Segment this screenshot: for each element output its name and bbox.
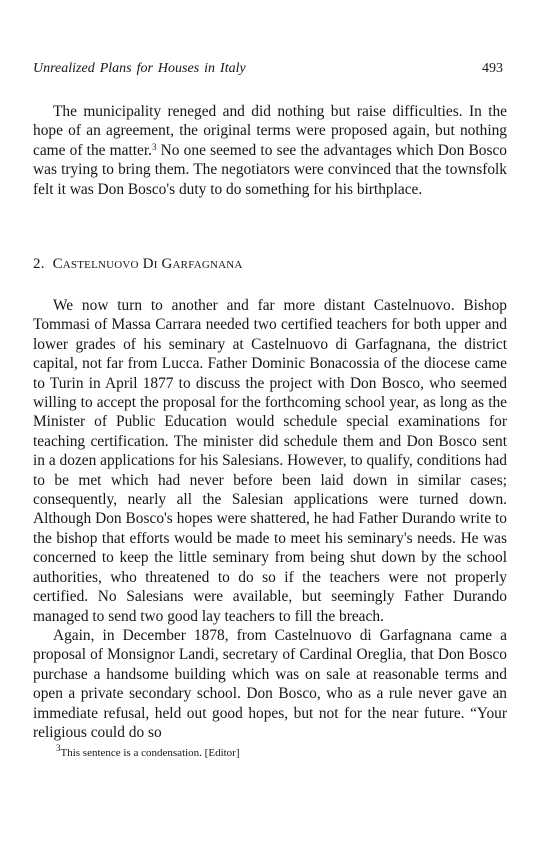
body-continuation — [33, 296, 507, 742]
section-heading — [33, 255, 243, 274]
running-title: Unrealized Plans for Houses in Italy — [33, 61, 246, 76]
paragraph-municipality — [33, 102, 507, 199]
book-page — [33, 0, 507, 866]
footnote-text: This sentence is a condensation. [Editor] — [60, 747, 240, 759]
page-number: 493 — [482, 61, 503, 76]
footnote-reference: 3 — [151, 141, 157, 152]
footnote-marker: 3 — [56, 743, 61, 753]
running-head — [33, 60, 507, 78]
section-title: Castelnuovo Di Garfagnana — [52, 256, 243, 272]
paragraph-castelnuovo: We now turn to another and far more distant Castelnuovo. Bishop Tommasi of Massa Carrara needed two certified teachers for both upper and lower grades of his seminary at Castelnuovo di Garfagnana, the district capital, not far from Lucca. Father Dominic Bonacossia of the diocese came to Turin in April 1877 to discuss the project with Don Bosco, who seemed willing to accept the proposal for the forthcoming school year, as long as the Minister of Public Education would schedule special examinations for teaching certification. The minister did schedule them and Don Bosco sent in a dozen applications for his Salesians. However, to qualify, conditions had to be met which had never before been laid down in similar cases; consequently, nearly all the Salesian applications were turned down. Although Don Bosco's hopes were shattered, he had Father Durando write to the bishop that efforts would be made to meet his seminary's needs. He was concerned to keep the little seminary from being shut down by the school authorities, who threatened to do so if the teachers were not properly certified. No Salesians were available, but seemingly Father Durando managed to send two good lay teachers to fill the breach. — [33, 297, 507, 625]
paragraph-text: The municipality reneged and did nothing but raise difficulties. In the hope of an agreement, the original terms were proposed again, but nothing came of the matter. — [33, 103, 507, 159]
footnote — [56, 743, 240, 760]
paragraph-text-continued: No one seemed to see the advantages which Don Bosco was trying to bring them. The negotiators were convinced that the townsfolk felt it was Don Bosco's duty to do something for his birthplace. — [33, 141, 507, 198]
section-number: 2. — [33, 256, 45, 272]
paragraph-december-1878: Again, in December 1878, from Castelnuovo di Garfagnana came a proposal of Monsignor Landi, secretary of Cardinal Oreglia, that Don Bosco purchase a handsome building which was on sale at reasonable terms and open a private secondary school. Don Bosco, who as a rule never gave an immediate refusal, held out good hopes, but not for the near future. “Your religious could do so — [33, 626, 507, 741]
